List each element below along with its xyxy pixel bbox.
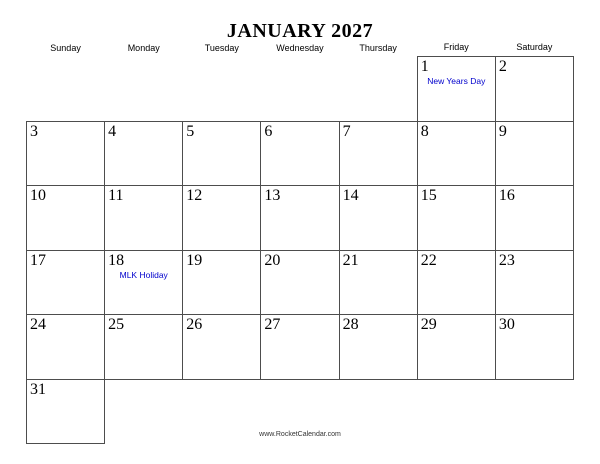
- day-number: 6: [264, 122, 273, 140]
- holiday-label-mlk-holiday: MLK Holiday: [119, 269, 168, 280]
- day-number: 28: [342, 316, 359, 333]
- day-number: 1: [420, 58, 429, 75]
- day-cell-17: [27, 250, 105, 315]
- day-cell-8: [417, 121, 495, 186]
- day-number: 26: [186, 316, 203, 333]
- day-number: 14: [342, 187, 359, 204]
- day-header-saturday: Saturday: [516, 42, 553, 52]
- day-number: 30: [498, 316, 515, 333]
- day-cell-28: [339, 315, 417, 380]
- day-cell-27: [261, 315, 339, 380]
- day-cell-19: [183, 250, 261, 315]
- week-row-2: [27, 121, 574, 186]
- day-header-row: [27, 40, 574, 57]
- day-number: 5: [186, 122, 195, 140]
- empty-cell: [27, 57, 105, 122]
- day-number: 29: [420, 316, 437, 333]
- day-header-tuesday: Tuesday: [204, 42, 239, 53]
- day-cell-6: [261, 121, 339, 186]
- footer-link[interactable]: www.RocketCalendar.com: [259, 431, 341, 438]
- day-number: 9: [498, 122, 507, 140]
- day-number: 27: [264, 316, 281, 333]
- empty-cell: [183, 57, 261, 122]
- day-number: 19: [186, 251, 203, 269]
- day-cell-3: [27, 121, 105, 186]
- day-header-wednesday: Wednesday: [276, 42, 324, 53]
- day-cell-22: [417, 250, 495, 315]
- day-cell-9: [495, 121, 573, 186]
- day-number: 18: [108, 251, 125, 269]
- holiday-label-new-years-day: New Years Day: [427, 76, 486, 86]
- day-cell-1: [417, 57, 495, 122]
- day-cell-10: [27, 186, 105, 251]
- day-number: 11: [108, 187, 124, 204]
- day-cell-20: [261, 250, 339, 315]
- day-cell-18: [105, 250, 183, 315]
- day-cell-12: [183, 186, 261, 251]
- day-cell-29: [417, 315, 495, 380]
- day-number: 23: [498, 251, 515, 269]
- day-number: 20: [264, 251, 281, 269]
- day-number: 24: [30, 316, 46, 333]
- empty-cell: [261, 57, 339, 122]
- empty-cell: [339, 57, 417, 122]
- day-cell-7: [339, 121, 417, 186]
- day-cell-25: [105, 315, 183, 380]
- day-number: 10: [30, 187, 46, 204]
- day-number: 13: [264, 187, 281, 204]
- day-cell-16: [495, 186, 573, 251]
- day-cell-2: [495, 57, 573, 122]
- day-number: 12: [186, 187, 203, 204]
- day-number: 16: [498, 187, 515, 204]
- day-number: 25: [108, 316, 125, 333]
- day-cell-4: [105, 121, 183, 186]
- day-cell-26: [183, 315, 261, 380]
- day-cell-5: [183, 121, 261, 186]
- day-number: 21: [342, 251, 359, 269]
- week-row-4: [27, 250, 574, 315]
- day-number: 31: [30, 380, 46, 398]
- day-number: 4: [108, 122, 117, 140]
- calendar-title: JANUARY 2027: [226, 20, 374, 42]
- week-row-3: [27, 186, 574, 251]
- day-header-monday: Monday: [127, 42, 160, 53]
- day-number: 7: [342, 122, 351, 140]
- day-cell-23: [495, 250, 573, 315]
- day-cell-15: [417, 186, 495, 251]
- day-cell-11: [105, 186, 183, 251]
- week-row-1: [27, 57, 574, 122]
- day-number: 2: [498, 58, 507, 75]
- day-header-sunday: Sunday: [50, 42, 81, 53]
- empty-cell: [105, 57, 183, 122]
- day-cell-30: [495, 315, 573, 380]
- day-cell-14: [339, 186, 417, 251]
- day-cell-24: [27, 315, 105, 380]
- day-number: 3: [30, 122, 38, 140]
- day-number: 17: [30, 251, 46, 269]
- day-number: 22: [420, 251, 437, 269]
- day-header-thursday: Thursday: [359, 42, 397, 53]
- day-cell-21: [339, 250, 417, 315]
- day-number: 8: [420, 122, 429, 140]
- calendar-grid: [26, 40, 574, 444]
- day-number: 15: [420, 187, 437, 204]
- week-row-5: [27, 315, 574, 380]
- day-cell-13: [261, 186, 339, 251]
- day-header-friday: Friday: [443, 42, 469, 52]
